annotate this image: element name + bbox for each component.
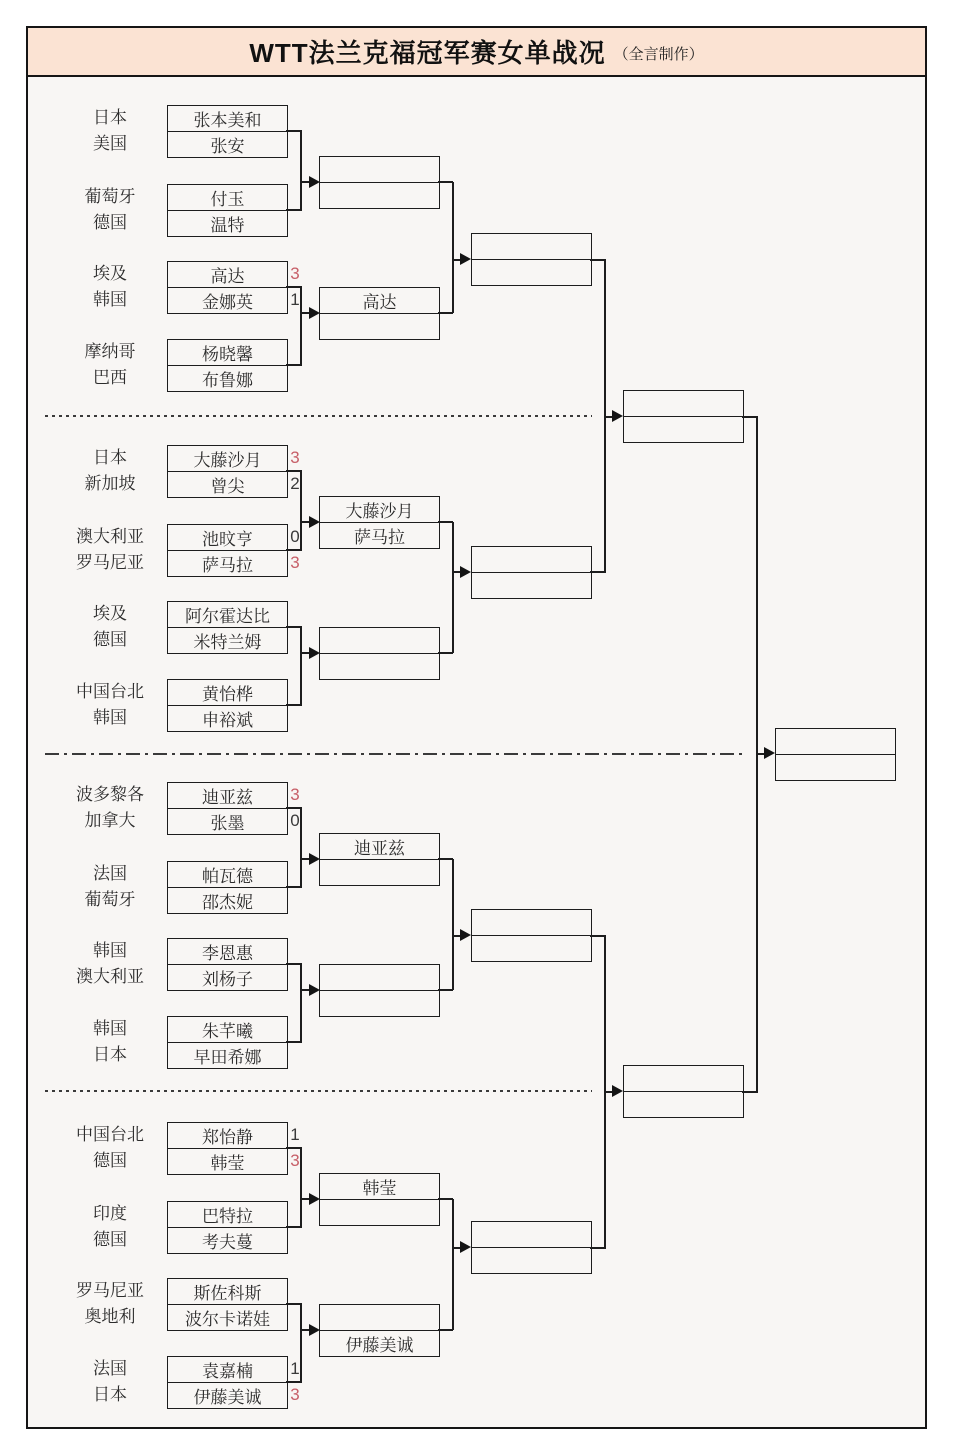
connector-line	[300, 470, 302, 550]
country-label: 埃及	[93, 604, 127, 623]
score: 1	[290, 1359, 300, 1378]
quarterfinal-box	[471, 546, 592, 599]
connector-line	[452, 1199, 454, 1330]
player-name: 张安	[168, 131, 287, 157]
connector-line	[452, 182, 454, 313]
score: 3	[290, 553, 300, 572]
semifinal-box	[623, 1065, 744, 1118]
connector-line	[300, 130, 302, 210]
connector-line	[452, 935, 460, 937]
player-name: 波尔卡诺娃	[168, 1304, 287, 1330]
winner-box	[319, 496, 440, 549]
winner-name	[320, 1305, 439, 1330]
winner-box	[319, 287, 440, 340]
score: 3	[290, 785, 300, 804]
winner-name	[320, 859, 439, 885]
match-box	[167, 938, 288, 991]
match-box	[167, 1122, 288, 1175]
score: 3	[290, 1385, 300, 1404]
match-box	[167, 1356, 288, 1409]
winner-box	[319, 964, 440, 1017]
country-label: 波多黎各	[76, 785, 144, 804]
arrow-icon	[460, 253, 471, 265]
player-name: 大藤沙月	[193, 451, 262, 470]
winner-name	[472, 547, 591, 572]
winner-name: 萨马拉	[320, 522, 439, 548]
player-name: 刘杨子	[168, 964, 287, 990]
winner-name: 伊藤美诚	[320, 1330, 439, 1356]
player-name: 斯佐科斯	[193, 1284, 262, 1303]
country-label: 法国	[93, 864, 127, 883]
score: 0	[290, 527, 300, 546]
country-label: 罗马尼亚	[76, 1281, 144, 1300]
winner-box	[319, 627, 440, 680]
final-box	[775, 728, 896, 781]
winner-name	[320, 157, 439, 182]
player-name: 邵杰妮	[168, 887, 287, 913]
winner-name	[320, 313, 439, 339]
arrow-icon	[309, 984, 320, 996]
winner-name	[320, 182, 439, 208]
player-name: 迪亚兹	[202, 788, 253, 807]
connector-line	[604, 416, 612, 418]
player-name: 杨晓馨	[202, 345, 253, 364]
player-name: 萨马拉	[168, 550, 287, 576]
connector-line	[452, 859, 454, 990]
connector-line	[300, 286, 302, 365]
country-label: 葡萄牙	[84, 187, 136, 206]
winner-name	[624, 391, 743, 416]
country-label: 澳大利亚	[76, 967, 144, 986]
match-box	[167, 861, 288, 914]
score: 1	[290, 290, 300, 309]
arrow-icon	[612, 410, 623, 422]
score: 3	[290, 448, 300, 467]
winner-name	[320, 965, 439, 990]
connector-line	[438, 521, 453, 523]
score: 1	[290, 1125, 300, 1144]
title-credit: （全言制作）	[613, 46, 704, 63]
match-box	[167, 184, 288, 237]
player-name: 帕瓦德	[202, 867, 253, 886]
country-label: 日本	[93, 108, 127, 127]
player-name: 金娜英	[168, 287, 287, 313]
country-label: 摩纳哥	[84, 342, 136, 361]
quarterfinal-box	[471, 1221, 592, 1274]
player-name: 袁嘉楠	[202, 1362, 253, 1381]
match-box	[167, 1278, 288, 1331]
winner-name	[624, 1091, 743, 1117]
match-box	[167, 1201, 288, 1254]
player-name: 曾尖	[168, 471, 287, 497]
country-label: 德国	[93, 1230, 127, 1249]
connector-line	[438, 1329, 453, 1331]
country-label: 韩国	[93, 1019, 127, 1038]
quarterfinal-box	[471, 233, 592, 286]
winner-name	[776, 754, 895, 780]
arrow-icon	[460, 929, 471, 941]
winner-name	[472, 1247, 591, 1273]
arrow-icon	[612, 1085, 623, 1097]
connector-line	[438, 652, 453, 654]
player-name: 张本美和	[193, 111, 262, 130]
winner-name	[472, 910, 591, 935]
connector-line	[604, 1091, 612, 1093]
country-label: 法国	[93, 1359, 127, 1378]
connector-line	[452, 522, 454, 653]
match-box	[167, 1016, 288, 1069]
winner-box	[319, 156, 440, 209]
score: 3	[290, 1151, 300, 1170]
winner-name	[472, 259, 591, 285]
country-label: 加拿大	[84, 811, 136, 830]
winner-name	[624, 416, 743, 442]
player-name: 巴特拉	[202, 1207, 253, 1226]
winner-name	[624, 1066, 743, 1091]
center-divider	[45, 753, 743, 755]
winner-box	[319, 1304, 440, 1357]
winner-name: 迪亚兹	[354, 839, 405, 858]
score: 2	[290, 474, 300, 493]
connector-line	[438, 312, 453, 314]
winner-name: 大藤沙月	[345, 502, 414, 521]
player-name: 池旼亨	[202, 530, 253, 549]
player-name: 温特	[168, 210, 287, 236]
connector-line	[300, 1147, 302, 1227]
winner-name	[472, 234, 591, 259]
winner-name	[776, 729, 895, 754]
country-label: 德国	[93, 630, 127, 649]
match-box	[167, 445, 288, 498]
player-name: 高达	[210, 267, 245, 286]
semifinal-box	[623, 390, 744, 443]
winner-box	[319, 833, 440, 886]
match-box	[167, 524, 288, 577]
country-label: 中国台北	[76, 682, 144, 701]
arrow-icon	[764, 747, 775, 759]
connector-line	[452, 259, 460, 261]
player-name: 申裕斌	[168, 705, 287, 731]
connector-line	[452, 1247, 460, 1249]
quarterfinal-box	[471, 909, 592, 962]
country-label: 德国	[93, 213, 127, 232]
page-title: WTT法兰克福冠军赛女单战况	[249, 38, 606, 68]
country-label: 美国	[93, 134, 127, 153]
country-label: 澳大利亚	[76, 527, 144, 546]
country-label: 罗马尼亚	[76, 553, 144, 572]
country-label: 韩国	[93, 290, 127, 309]
connector-line	[300, 807, 302, 887]
country-label: 日本	[93, 448, 127, 467]
connector-line	[300, 1303, 302, 1382]
player-name: 付玉	[210, 190, 245, 209]
title-bar	[26, 26, 927, 77]
winner-name	[472, 935, 591, 961]
arrow-icon	[309, 647, 320, 659]
country-label: 韩国	[93, 941, 127, 960]
connector-line	[452, 571, 460, 573]
winner-name	[320, 1199, 439, 1225]
player-name: 郑怡静	[202, 1128, 253, 1147]
winner-box	[319, 1173, 440, 1226]
player-name: 早田希娜	[168, 1042, 287, 1068]
country-label: 韩国	[93, 708, 127, 727]
arrow-icon	[309, 1193, 320, 1205]
player-name: 李恩惠	[202, 944, 253, 963]
match-box	[167, 261, 288, 314]
country-label: 日本	[93, 1385, 127, 1404]
player-name: 朱芊曦	[202, 1022, 253, 1041]
winner-name	[472, 572, 591, 598]
arrow-icon	[309, 176, 320, 188]
country-label: 奥地利	[84, 1307, 136, 1326]
player-name: 黄怡桦	[202, 685, 253, 704]
player-name: 阿尔霍达比	[185, 607, 270, 626]
connector-line	[438, 989, 453, 991]
winner-name	[320, 990, 439, 1016]
winner-name: 韩莹	[362, 1179, 397, 1198]
winner-name	[472, 1222, 591, 1247]
connector-line	[756, 753, 764, 755]
country-label: 巴西	[93, 368, 127, 387]
country-label: 德国	[93, 1151, 127, 1170]
connector-line	[438, 1198, 453, 1200]
country-label: 印度	[93, 1204, 127, 1223]
match-box	[167, 679, 288, 732]
player-name: 布鲁娜	[168, 365, 287, 391]
section-divider	[45, 415, 592, 417]
winner-name	[320, 653, 439, 679]
match-box	[167, 601, 288, 654]
match-box	[167, 782, 288, 835]
match-box	[167, 105, 288, 158]
connector-line	[300, 963, 302, 1042]
arrow-icon	[309, 307, 320, 319]
player-name: 伊藤美诚	[168, 1382, 287, 1408]
player-name: 米特兰姆	[168, 627, 287, 653]
country-label: 葡萄牙	[84, 890, 136, 909]
connector-line	[438, 181, 453, 183]
match-box	[167, 339, 288, 392]
score: 3	[290, 264, 300, 283]
section-divider	[45, 1090, 592, 1092]
player-name: 张墨	[168, 808, 287, 834]
arrow-icon	[460, 1241, 471, 1253]
player-name: 韩莹	[168, 1148, 287, 1174]
connector-line	[300, 626, 302, 705]
arrow-icon	[309, 1324, 320, 1336]
arrow-icon	[309, 853, 320, 865]
winner-name: 高达	[362, 293, 397, 312]
country-label: 埃及	[93, 264, 127, 283]
arrow-icon	[460, 566, 471, 578]
country-label: 新加坡	[84, 474, 136, 493]
player-name: 考夫蔓	[168, 1227, 287, 1253]
score: 0	[290, 811, 300, 830]
connector-line	[438, 858, 453, 860]
country-label: 日本	[93, 1045, 127, 1064]
country-label: 中国台北	[76, 1125, 144, 1144]
arrow-icon	[309, 516, 320, 528]
winner-name	[320, 628, 439, 653]
